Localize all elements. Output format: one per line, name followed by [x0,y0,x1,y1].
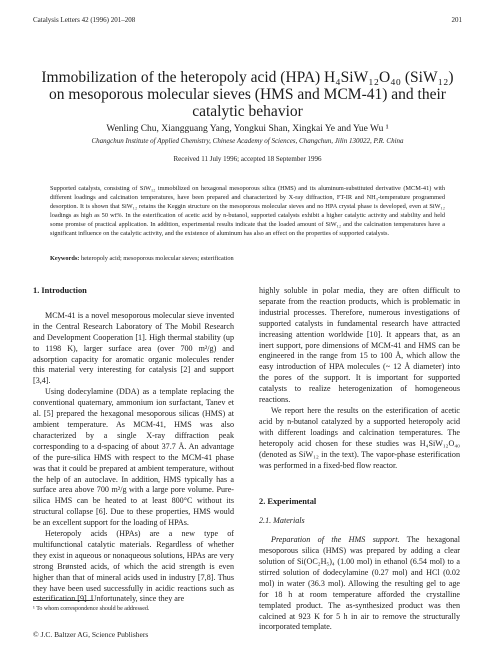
paragraph: Heteropoly acids (HPAs) are a new type of multifunctional catalytic materials. Regardless of whether they exist in aqueous or nonaqueous solutions, HPAs are very strong Brønsted acids, of which the acid strength is even higher than that of mineral acids used in industry [7,8]. Thus they have been used successfully in acidic reactions such as esterification [9]. Unfortunately, since they are [33,529,234,604]
section-heading-experimental: 2. Experimental [259,497,317,507]
received-dates: Received 11 July 1996; accepted 18 September 1996 [173,155,322,163]
subsection-heading-materials: 2.1. Materials [259,516,305,526]
article-title: Immobilization of the heteropoly acid (HPA) H₄SiW₁₂O₄₀ (SiW₁₂) on mesoporous molecular sieves (HMS and MCM-41) and their catalytic behavior [41,69,454,120]
section-heading-introduction: 1. Introduction [33,286,87,295]
run-in-heading: Preparation of the HMS support. [271,535,400,545]
right-column [259,286,460,633]
keywords-label: Keywords: [50,255,80,262]
footnote-rule [33,600,93,601]
paragraph: highly soluble in polar media, they are often difficult to separate from the reaction products, which is problematic in industrial processes. Therefore, numerous investigations of supported catalysts in fundamental research have attracted increasing attention worldwide [10]. It appears that, as an inert support, pore dimensions of MCM-41 and HMS can be engineered in the range from 15 to 100 Å, which allow the easy introduction of HPA molecules (~ 12 Å diameter) into the pores of the support. It is important for supported catalysts to realize heterogenization of homogeneous reactions. [259,286,460,405]
abstract: Supported catalysts, consisting of SiW₁₂ immobilized on hexagonal mesoporous silica (HMS) and its aluminum-substituted derivative (MCM-41) with different loadings and calcination temperatures, have been prepared and characterized by X-ray diffraction, FT-IR and NH₃-temperature programmed desorption. It is shown that SiW₁₂ retains the Keggin structure on the mesoporous molecular sieves and no HPA crystal phase is developed, even at SiW₁₂ loadings as high as 50 wt%. In the esterification of acetic acid by n-butanol, supported catalysts exhibit a higher catalytic activity and stability and held some promise of practical application. In addition, experimental results indicate that the loaded amount of SiW₁₂ and the calcination temperatures have a significant influence on the catalytic activity, and the existence of aluminum has also an effect on the properties of supported catalysts. [50,185,445,237]
publisher-line: © J.C. Baltzer AG, Science Publishers [33,630,149,639]
journal-citation: Catalysis Letters 42 (1996) 201–208 [33,16,136,24]
paragraph-text: The hexagonal mesoporous silica (HMS) was prepared by adding a clear solution of Si(OC₂H₅)₄ (1.00 mol) in ethanol (6.54 mol) to a stirred solution of dodecylamine (0.27 mol) and HCl (0.02 mol) in water (36.3 mol). Allowing the resulting gel to age for 18 h at room temperature afforded the crystalline templated product. The as-synthesized product was then calcined at 923 K for 5 h in air to remove the structurally incorporated template. [259,535,460,632]
paragraph [259,535,460,633]
keywords-text: heteropoly acid; mesoporous molecular sieves; esterification [80,255,234,262]
paragraph: MCM-41 is a novel mesoporous molecular sieve invented in the Central Research Laboratory of The Mobil Research and Development Cooperation [1]. High thermal stability (up to 1198 K), larger surface area (over 700 m²/g) and adsorption capacity for aromatic organic molecules render this material very interesting for catalysis [2] and support [3,4]. [33,310,234,386]
left-column [33,286,234,605]
paragraph: Using dodecylamine (DDA) as a template replacing the conventional quaternary, ammonium ion surfactant, Tanev et al. [5] prepared the hexagonal mesoporous silicas (HMS) at ambient temperature. As MCM-41, HMS was also characterized by a single X-ray diffraction peak corresponding to a d-spacing of about 37.7 Å. An advantage of the pure-silica HMS with respect to the MCM-41 phase was that it could be prepared at ambient temperature, without the help of an autoclave. In addition, HMS typically has a surface area above 700 m²/g with a large pore volume. Pure-silica HMS can be heated to at least 800°C without its structural collapse [6]. Due to these properties, HMS would be an excellent support for the loading of HPAs. [33,387,234,528]
footnote: ¹ To whom correspondence should be addressed. [33,606,150,612]
page-number: 201 [451,16,462,24]
affiliation: Changchun Institute of Applied Chemistry, Chinese Academy of Sciences, Changchun, Jilin 130022, P.R. China [91,137,404,145]
author-list: Wenling Chu, Xiangguang Yang, Yongkui Shan, Xingkai Ye and Yue Wu ¹ [106,124,389,134]
paragraph: We report here the results on the esterification of acetic acid by n-butanol catalyzed by a supported heteropoly acid with different loadings and calcination temperatures. The heteropoly acid chosen for these studies was H₄SiW₁₂O₄₀ (denoted as SiW₁₂ in the text). The vapor-phase esterification was performed in a fixed-bed flow reactor. [259,405,460,470]
running-head [33,16,462,24]
keywords [50,255,445,262]
